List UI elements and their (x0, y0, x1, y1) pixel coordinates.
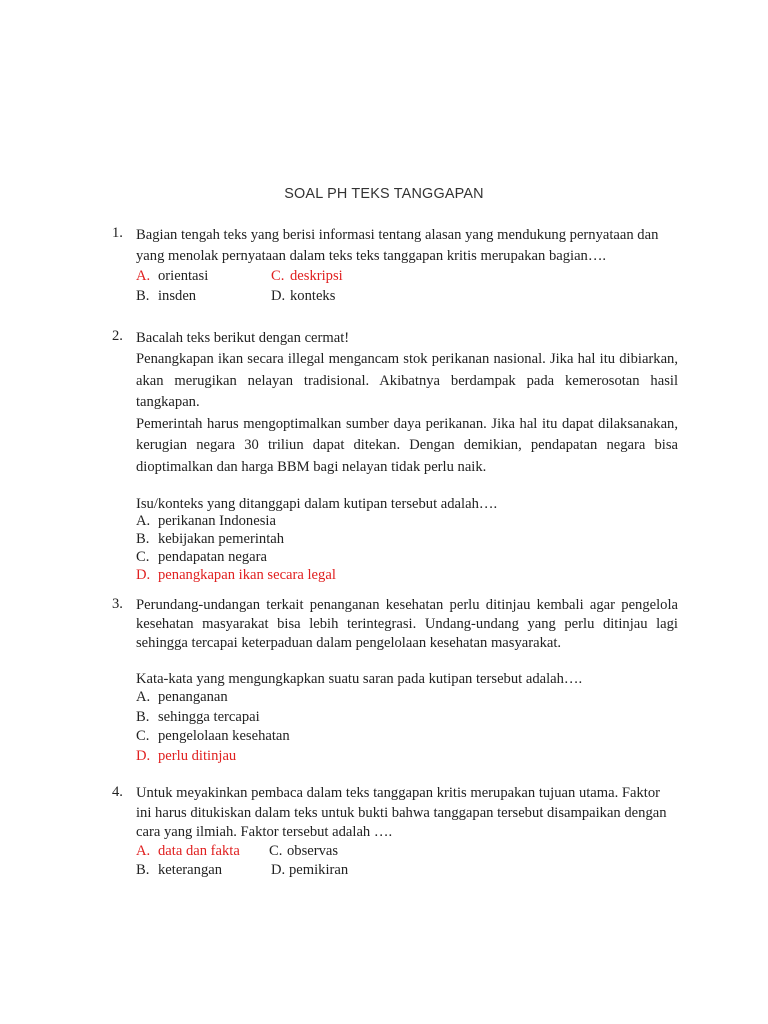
option-text: data dan fakta (158, 842, 240, 859)
option-row (136, 549, 678, 567)
option-text: kebijakan pemerintah (158, 531, 285, 547)
question-text: Untuk meyakinkan pembaca dalam teks tanggapan kritis merupakan tujuan utama. Faktor ini harus ditukiskan dalam teks untuk bukti bahwa tanggapan tersebut disampaikan dengan cara yang ilmiah. Faktor tersebut adalah …. (136, 785, 667, 840)
option-letter: B. (136, 531, 150, 547)
option-row (136, 862, 678, 882)
passage-paragraph: Pemerintah harus mengoptimalkan sumber daya perikanan. Jika hal itu dapat dilaksanakan, kerugian negara 30 triliun dapat ditekan. Dengan demikian, pendapatan negara bisa dioptimalkan dan harga BBM bagi nelayan tidak perlu naik. (136, 415, 678, 475)
option-row (136, 513, 678, 531)
option-letter: A. (136, 513, 151, 529)
question-intro: Bacalah teks berikut dengan cermat! (136, 330, 350, 346)
option-text: orientasi (158, 268, 209, 284)
option-text: deskripsi (290, 268, 343, 284)
option-row (136, 288, 678, 306)
question-number: 3. (112, 596, 123, 612)
option-letter: A. (136, 268, 151, 284)
option-text: konteks (290, 288, 336, 304)
option-row (136, 567, 678, 585)
option-text: observas (287, 842, 339, 859)
option-text: pengelolaan kesehatan (158, 728, 290, 744)
question-number: 1. (112, 225, 123, 241)
option-letter: A. (136, 842, 151, 859)
option-text: perlu ditinjau (158, 747, 237, 764)
option-text: pemikiran (289, 862, 349, 878)
option-text: penanganan (158, 689, 228, 705)
option-letter: C. (136, 549, 150, 565)
option-row (136, 709, 678, 729)
question-number: 4. (112, 784, 123, 800)
option-text: keterangan (158, 862, 223, 878)
option-row (136, 689, 678, 709)
option-letter: C. (269, 842, 283, 859)
option-row (136, 268, 678, 286)
option-text: insden (158, 288, 197, 304)
passage-paragraph: Penangkapan ikan secara illegal mengancam stok perikanan nasional. Jika hal itu dibiarkan, akan merugikan nelayan tradisional. Akibatnya berdampak pada kemerosotan hasil tangkapan. (136, 351, 678, 410)
question-text: Perundang-undangan terkait penanganan kesehatan perlu ditinjau kembali agar pengelola kesehatan masyarakat bisa lebih terintegrasi. Undang-undang yang perlu ditinjau lagi sehingga tercapai keterpaduan dalam pengelolaan kesehatan masyarakat. (136, 597, 678, 651)
option-row (136, 843, 678, 863)
option-letter: C. (136, 728, 150, 744)
option-letter: D. (136, 567, 151, 583)
option-letter: A. (136, 689, 151, 705)
option-row (136, 531, 678, 549)
question-text: Bagian tengah teks yang berisi informasi tentang alasan yang mendukung pernyataan dan yang menolak pernyataan dalam teks teks tanggapan kritis merupakan bagian…. (136, 227, 659, 264)
option-text: penangkapan ikan secara legal (158, 567, 336, 583)
option-letter: B. (136, 708, 150, 725)
question-prompt: Kata-kata yang mengungkapkan suatu saran pada kutipan tersebut adalah…. (136, 671, 583, 687)
question-number: 2. (112, 328, 123, 344)
option-letter: D. (271, 862, 286, 878)
option-row (136, 728, 678, 748)
option-letter: C. (271, 268, 285, 284)
option-text: sehingga tercapai (158, 708, 260, 725)
option-letter: D. (136, 747, 151, 764)
document-title: SOAL PH TEKS TANGGAPAN (284, 186, 484, 202)
option-letter: B. (136, 288, 150, 304)
option-row (136, 748, 678, 768)
question-text: Isu/konteks yang ditanggapi dalam kutipan tersebut adalah…. (136, 496, 498, 512)
option-letter: D. (271, 288, 286, 304)
option-text: pendapatan negara (158, 549, 267, 565)
option-letter: B. (136, 862, 150, 878)
option-text: perikanan Indonesia (158, 513, 276, 529)
